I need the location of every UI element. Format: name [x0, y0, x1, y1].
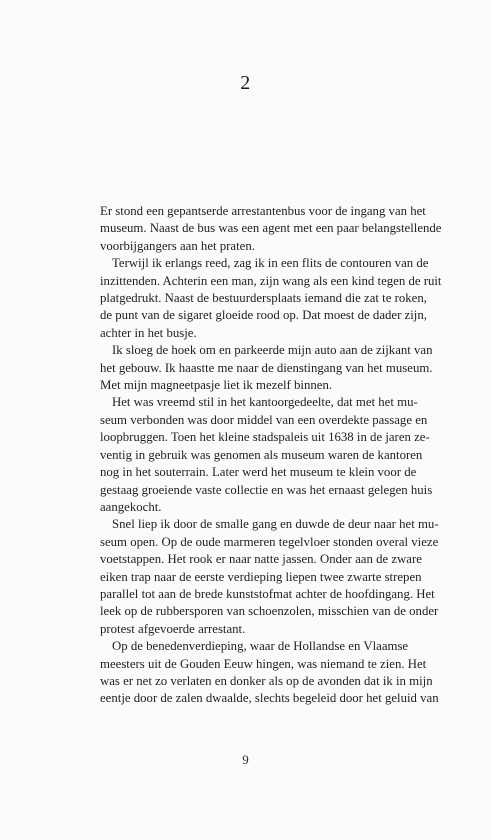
text-line: Op de benedenverdieping, waar de Hollandse en Vlaamse	[112, 639, 409, 654]
page-number: 9	[242, 752, 249, 767]
chapter-body-text	[100, 203, 442, 708]
text-line: het gebouw. Ik haastte me naar de dienstingang van het museum.	[100, 360, 433, 375]
text-line: eentje door de zalen dwaalde, slechts begeleid door het geluid van	[100, 691, 439, 706]
paragraph	[100, 638, 439, 708]
text-line: Met mijn magneetpasje liet ik mezelf binnen.	[100, 378, 333, 393]
text-line: inzittenden. Achterin een man, zijn wang als een kind tegen de ruit	[100, 273, 442, 288]
text-line: voorbijgangers aan het praten.	[100, 238, 255, 253]
text-line: seum open. Op de oude marmeren tegelvloer stonden overal vieze	[100, 534, 439, 549]
text-line: platgedrukt. Naast de bestuurdersplaats iemand die zat te roken,	[100, 291, 427, 306]
text-line: voetstappen. Het rook er naar natte jassen. Onder aan de zware	[100, 552, 422, 567]
text-line: Terwijl ik erlangs reed, zag ik in een flits de contouren van de	[112, 256, 429, 271]
paragraph	[100, 255, 442, 342]
text-line: was er net zo verlaten en donker als op de avonden dat ik in mijn	[100, 673, 433, 688]
text-line: de punt van de sigaret gloeide rood op. Dat moest de dader zijn,	[100, 308, 427, 323]
chapter-number: 2	[240, 72, 251, 94]
text-line: aangekocht.	[100, 499, 162, 514]
paragraph	[100, 394, 433, 516]
text-line: achter in het busje.	[100, 325, 197, 340]
text-line: museum. Naast de bus was een agent met een paar belangstellende	[100, 221, 442, 236]
text-line: Er stond een gepantserde arrestantenbus voor de ingang van het	[100, 204, 426, 218]
paragraph	[100, 203, 442, 255]
text-line: nog in het souterrain. Later werd het museum te klein voor de	[100, 465, 417, 480]
text-line: parallel tot aan de brede kunststofmat achter de hoofdingang. Het	[100, 586, 435, 601]
paragraph	[100, 342, 433, 394]
text-line: Ik sloeg de hoek om en parkeerde mijn auto aan de zijkant van	[112, 343, 433, 358]
text-line: Snel liep ik door de smalle gang en duwde de deur naar het mu-	[112, 517, 439, 532]
paragraph	[100, 516, 439, 638]
text-line: Het was vreemd stil in het kantoorgedeelte, dat met het mu-	[112, 395, 418, 410]
text-line: protest afgevoerde arrestant.	[100, 621, 246, 636]
text-line: ventig in gebruik was genomen als museum waren de kantoren	[100, 447, 423, 462]
text-line: seum verbonden was door middel van een overdekte passage en	[100, 412, 428, 427]
text-line: leek op de rubbersporen van schoenzolen, misschien van de onder	[100, 604, 439, 619]
text-line: gestaag groeiende vaste collectie en was het ernaast gelegen huis	[100, 482, 433, 497]
text-line: loopbruggen. Toen het kleine stadspaleis uit 1638 in de jaren ze-	[100, 430, 430, 445]
text-line: meesters uit de Gouden Eeuw hingen, was niemand te zien. Het	[100, 656, 427, 671]
text-line: eiken trap naar de eerste verdieping liepen twee zwarte strepen	[100, 569, 422, 584]
